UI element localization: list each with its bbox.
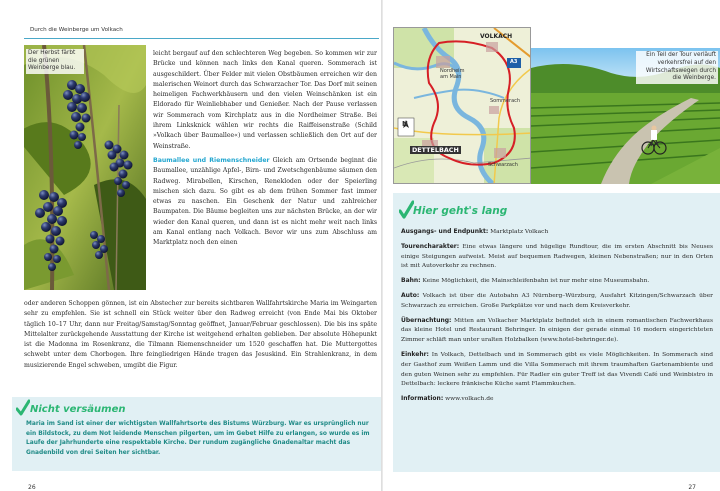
- grape-vine-image: [24, 45, 146, 290]
- map-label-a3: A3: [510, 59, 518, 65]
- body-text-full: oder anderen Schoppen gönnen, ist ein Abstecher zur bereits sichtbaren Wallfahrtskirche Maria im Weingarten sehr zu empfehlen. Sie ist schnell ein Stück weiter über den Radweg erreicht (von Ende Mai bis Oktober täglich 10–17 Uhr, dann nur Freitag/Samstag/Sonntag geöffnet, Januar/Februar geschlossen). Die bis ins späte Mittelalter zurückgehende Ausstattung der Kirche ist weitgehend erhalten geblieben. Der absolute Höhepunkt ist die Madonna im Rosenkranz, die Tilmann Riemenschneider um 1520 geschaffen hat. Die Muttergottes schwebt unter dem Chorbogen. Ihre feingliedrigen Hände tragen das Jesuskind. Ein Strahlenkranz, in dem musizierende Engel schweben, umgibt die Figur.: [24, 300, 377, 369]
- header-rule: [24, 38, 379, 39]
- route-map: [393, 27, 531, 184]
- page-number-left: 26: [28, 484, 36, 491]
- running-head: Durch die Weinberge um Volkach: [30, 27, 123, 33]
- info-item: Einkehr: In Volkach, Dettelbach und in Sommerach gibt es viele Möglichkeiten. In Sommerach sind der Gasthof zum Weißen Lamm und die Villa Sommerach mit ihrem traumhaften Gartenambiente und den guten Weinen sehr zu empfehlen. Für Radler ein guter Treff ist das Vivendi Café und Weinbistro in Dettelbach: leckere fränkische Küche samt Flammkuchen.: [401, 350, 713, 388]
- check-icon: [16, 399, 30, 417]
- map-label-north: N: [402, 120, 408, 128]
- paragraph-baumallee: [153, 156, 377, 249]
- info-item: Bahn: Keine Möglichkeit, die Mainschleifenbahn ist nur mehr eine Museumsbahn.: [401, 277, 650, 285]
- landscape-caption: Ein Teil der Tour verläuft verkehrsfrei auf den Wirtschaftswegen durch die Weinberge.: [636, 51, 718, 84]
- map-label-sommerach: Sommerach: [490, 98, 521, 104]
- map-label-volkach: VOLKACH: [480, 33, 513, 40]
- map-label-dettelbach: DETTELBACH: [412, 146, 459, 154]
- grape-photo: [24, 45, 146, 290]
- check-icon: [399, 200, 414, 220]
- page-number-right: 27: [688, 484, 696, 491]
- paragraph: leicht bergauf auf den schlechteren Weg begeben. So kommen wir zur Brücke und können nach links den Kanal queren. Sommerach ist ausgeschildert. Über Felder mit vielen Obstbäumen erreichen wir den malerischen Weinort durch das Schwarzacher Tor. Das Dorf mit seinen heimeligen Fachwerkhäusern und den vielen Weinschänken ist ein Eldorado für Weinliebhaber und Genießer. Nach der Pause verlassen wir Sommerach vom Kirchplatz aus in die Nordheimer Straße. Bei ihrem Linksknick wählen wir rechts die Raiffeisenstraße (Schild »Volkach über Baumallee«) und verlassen schließlich den Ort auf der Weinstraße.: [153, 50, 377, 150]
- map-image: [394, 28, 531, 184]
- photo-caption: Der Herbst färbt die grünen Weinberge blau.: [26, 49, 84, 74]
- tip-title: Nicht versäumen: [30, 404, 126, 415]
- info-item: Ausgangs- und Endpunkt: Marktplatz Volkach: [401, 228, 549, 235]
- info-item: Übernachtung: Mitten am Volkacher Marktplatz befindet sich in einem romantischen Fachwerkhaus das kleine Hotel und Restaurant Behringer. In einigen der gerade einmal 16 modern eingerichteten Zimmer schläft man unter uralten Holzbalken (www.hotel-behringer.de).: [401, 316, 713, 344]
- body-text-narrow: [153, 49, 377, 249]
- map-label-nordheim: Nordheim am Main: [440, 68, 465, 80]
- info-item: Tourencharakter: Eine etwas längere und hügelige Rundtour, die im ersten Abschnitt bis Neuses einige Steigungen aufweist. Meist auf bequemen Radwegen, kleinen Nebenstraßen; nur in den Orten ist mit Autoverkehr zu rechnen.: [401, 242, 714, 270]
- right-page: [383, 0, 720, 491]
- info-item: Information: www.volkach.de: [401, 395, 494, 403]
- info-item: Auto: Volkach ist über die Autobahn A3 Nürnberg–Würzburg, Ausfahrt Kitzingen/Schwarzach über Schwarzach zu erreichen. Große Parkplätze vor und nach dem Kreisverkehr.: [401, 291, 713, 309]
- subhead-baumallee: Baumallee und Riemenschneider: [153, 156, 270, 164]
- tip-text: Maria im Sand ist einer der wichtigsten Wallfahrtsorte des Bistums Würzburg. War es ursprünglich nur ein Bildstock, zu dem Not leidende Menschen pilgerten, um im Gebet Hilfe zu erlangen, so wurde es im Laufe der Jahrhunderte eine respektable Kirche. Der rundum zugängliche Gnadenaltar macht das Gnadenbild von drei Seiten her sichtbar.: [26, 421, 370, 456]
- subhead-text: Gleich am Ortsende beginnt die Baumallee, unzählige Apfel-, Birn- und Zwetschgenbäume säumen den Radweg. Mirabellen, Kirschen, Renekloden oder der Speierling mischen sich dazu. So gibt es ab dem frühen Sommer fast immer etwas zu naschen. Ein Geschenk der Natur und zahlreicher Baumpaten. Die Bäume begleiten uns zur nächsten Brücke, an der wir wieder den Kanal queren, und dann ist es nicht mehr weit nach links am Kanal entlang nach Volkach. Bevor wir uns zum Abschluss am Marktplatz noch den einen: [153, 156, 377, 247]
- landscape-photo: [531, 48, 720, 184]
- info-list: [401, 227, 713, 409]
- map-label-schwarzach: Schwarzach: [488, 162, 518, 168]
- info-title: Hier geht's lang: [413, 205, 508, 217]
